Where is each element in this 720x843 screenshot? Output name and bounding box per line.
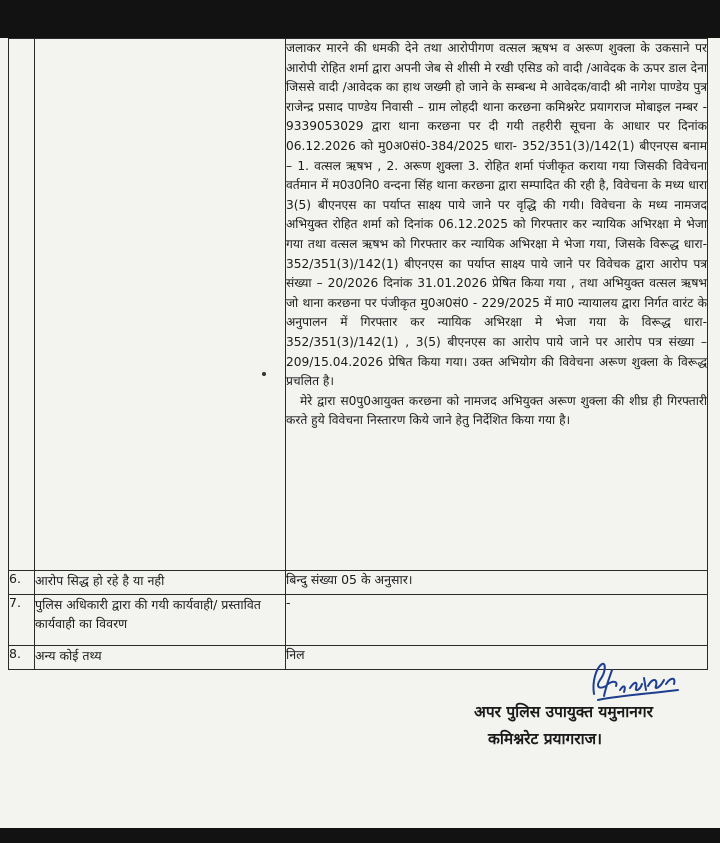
narrative-paragraph-instruction: मेरे द्वारा स0पु0आयुक्त करछना को नामजद अभियुक्त अरूण शुक्ला की शीघ्र ही गिरफ्तारी करते हुये विवेचना निस्तारण किये जाने हेतु निर्देशित किया गया है। bbox=[286, 393, 707, 428]
row-number: 7. bbox=[9, 595, 35, 646]
narrative-paragraph: जलाकर मारने की धमकी देने तथा आरोपीगण वत्सल ऋषभ व अरूण शुक्ला के उकसाने पर आरोपी रोहित शर्मा द्वारा अपनी जेब से शीसी मे रखी एसिड को वादी /आवेदक के ऊपर डाल देना जिससे वादी /आवेदक का हाथ जख्मी हो जाने के सम्बन्ध मे आवेदक/वादी श्री नागेश पाण्डेय पुत्र राजेन्द्र प्रसाद पाण्डेय निवासी – ग्राम लोहदी थाना करछना कमिश्नरेट प्रयागराज मोबाइल नम्बर - 9339053029 द्वारा थाना करछना पर दी गयी तहरीरी सूचना के आधार पर दिनांक 06.12.2026 को मु0अ0सं0-384/2025 धारा- 352/351(3)/142(1) बीएनएस बनाम – 1. वत्सल ऋषभ , 2. अरूण शुक्ला 3. रोहित शर्मा पंजीकृत कराया गया जिसकी विवेचना वर्तमान में म0उ0नि0 वन्दना सिंह थाना करछना द्वारा सम्पादित की रही है, विवेचना के मध्य धारा 3(5) बीएनएस का पर्याप्त साक्ष्य पाये जाने पर वृद्धि की गयी। विवेचना के मध्य नामजद अभियुक्त रोहित शर्मा को दिनांक 06.12.2025 को गिरफ्तार कर न्यायिक अभिरक्षा मे भेजा गया तथा वत्सल ऋषभ को गिरफ्तार कर न्यायिक अभिरक्षा मे भेजा गया, जिसके विरूद्ध धारा- 352/351(3)/142(1) बीएनएस का पर्याप्त साक्ष्य पाये जाने पर विवेचक द्वारा आरोप पत्र संख्या – 20/2026 दिनांक 31.01.2026 प्रेषित किया गया , तथा अभियुक्त वत्सल ऋषभ जो थाना करछना पर पंजीकृत मु0अ0सं0 - 229/2025 में मा0 न्यायालय द्वारा निर्गत वारंट के अनुपालन में गिरफ्तार कर न्यायिक अभिरक्षा मे भेजा गया के विरूद्ध धारा- 352/351(3)/142(1) , 3(5) बीएनएस का आरोप पाये जाने पर आरोप पत्र संख्या – 209/15.04.2026 प्रेषित किया गया। उक्त अभियोग की विवेचना अरूण शुक्ला के विरूद्ध प्रचलित है। bbox=[286, 41, 707, 389]
row-number: 6. bbox=[9, 571, 35, 595]
officer-office: कमिश्नरेट प्रयागराज। bbox=[488, 730, 602, 748]
officer-designation: अपर पुलिस उपायुक्त यमुनानगर bbox=[474, 703, 653, 721]
row-label-cell bbox=[35, 39, 286, 571]
narrative-cell bbox=[286, 39, 708, 571]
row-label: पुलिस अधिकारी द्वारा की गयी कार्यवाही/ प्रस्तावित कार्यवाही का विवरण bbox=[35, 595, 286, 646]
table-row bbox=[9, 39, 708, 571]
row-value: - bbox=[286, 595, 708, 646]
row-label: आरोप सिद्ध हो रहे है या नही bbox=[35, 571, 286, 595]
report-table bbox=[8, 38, 708, 670]
row-number-cell bbox=[9, 39, 35, 571]
table-row bbox=[9, 595, 708, 646]
row-number: 8. bbox=[9, 646, 35, 670]
row-label: अन्य कोई तथ्य bbox=[35, 646, 286, 670]
table-row bbox=[9, 571, 708, 595]
row-value: निल bbox=[286, 646, 708, 670]
ink-dot bbox=[262, 372, 266, 376]
row-value: बिन्दु संख्या 05 के अनुसार। bbox=[286, 571, 708, 595]
